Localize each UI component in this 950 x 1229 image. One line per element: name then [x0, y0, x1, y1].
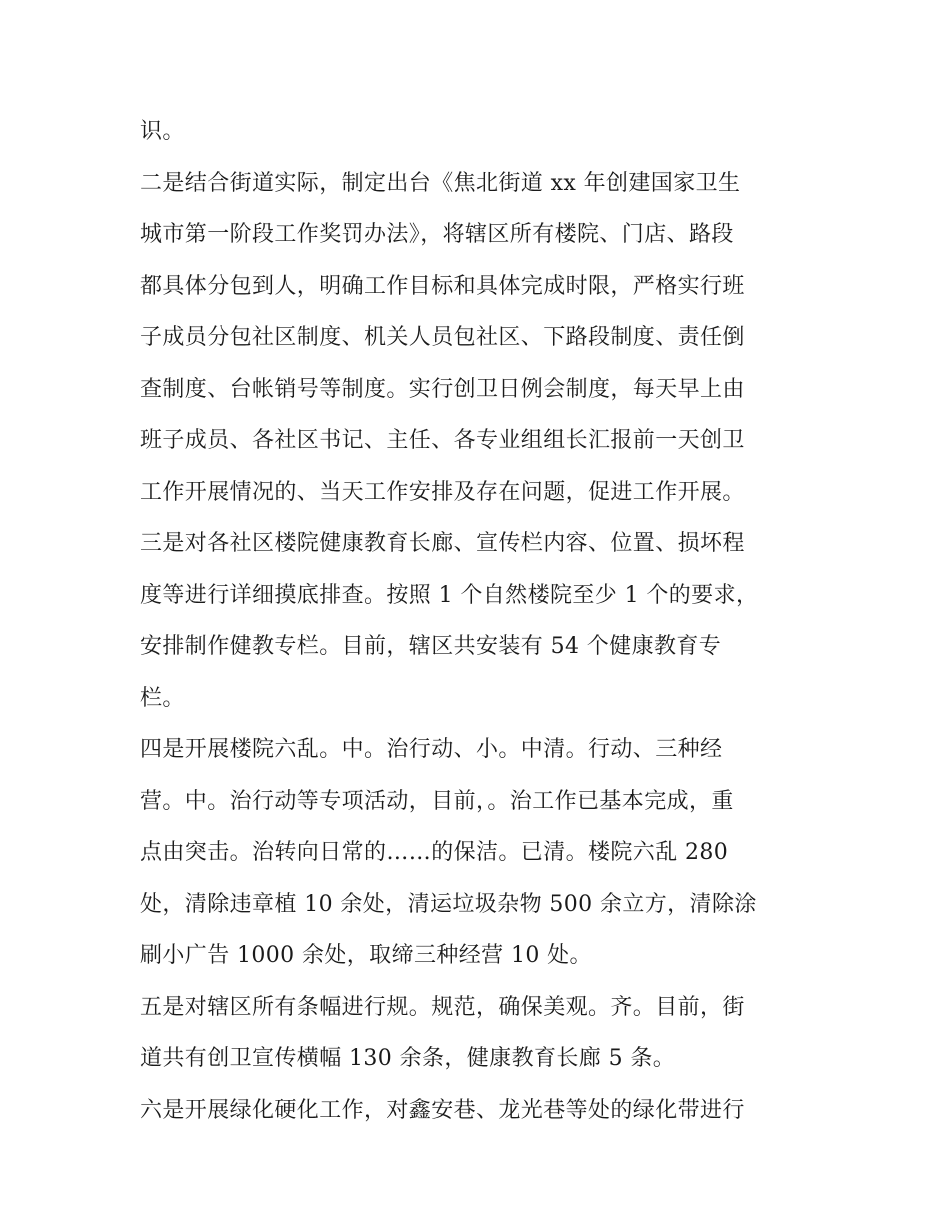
text-line: 都具体分包到人，明确工作目标和具体完成时限，严格实行班 — [140, 273, 745, 299]
text-line: 二是结合街道实际，制定出台《焦北街道 xx 年创建国家卫生 — [140, 170, 741, 196]
text-line: 城市第一阶段工作奖罚办法》，将辖区所有楼院、门店、路段 — [140, 222, 734, 247]
text-line: 刷小广告 1000 余处，取缔三种经营 10 处。 — [140, 943, 592, 968]
text-line: 处，清除违章植 10 余处，清运垃圾杂物 500 余立方，清除涂 — [140, 891, 757, 917]
text-line: 识。 — [140, 119, 185, 144]
text-line: 班子成员、各社区书记、主任、各专业组组长汇报前一天创卫 — [140, 428, 745, 453]
text-line: 四是开展楼院六乱。中。治行动、小。中清。行动、三种经 — [140, 737, 723, 762]
text-line: 工作开展情况的、当天工作安排及存在问题，促进工作开展。 — [140, 479, 745, 505]
text-line: 安排制作健教专栏。目前，辖区共安装有 54 个健康教育专 — [140, 634, 722, 659]
text-line: 道共有创卫宣传横幅 130 余条，健康教育长廊 5 条。 — [140, 1046, 676, 1071]
text-line: 营。中。治行动等专项活动，目前，。治工作已基本完成，重 — [140, 788, 734, 814]
text-line: 查制度、台帐销号等制度。实行创卫日例会制度，每天早上由 — [140, 376, 745, 402]
text-line: 五是对辖区所有条幅进行规。规范，确保美观。齐。目前，街 — [140, 994, 745, 1020]
text-line: 栏。 — [140, 685, 185, 711]
text-line: 三是对各社区楼院健康教育长廊、宣传栏内容、位置、损坏程 — [140, 531, 745, 556]
text-line: 六是开展绿化硬化工作，对鑫安巷、龙光巷等处的绿化带进行 — [140, 1097, 745, 1123]
document-body — [140, 106, 820, 1136]
text-line: 子成员分包社区制度、机关人员包社区、下路段制度、责任倒 — [140, 325, 745, 350]
text-line: 点由突击。治转向日常的……的保洁。已清。楼院六乱 280 — [140, 840, 729, 865]
text-line: 度等进行详细摸底排查。按照 1 个自然楼院至少 1 个的要求， — [140, 582, 759, 608]
